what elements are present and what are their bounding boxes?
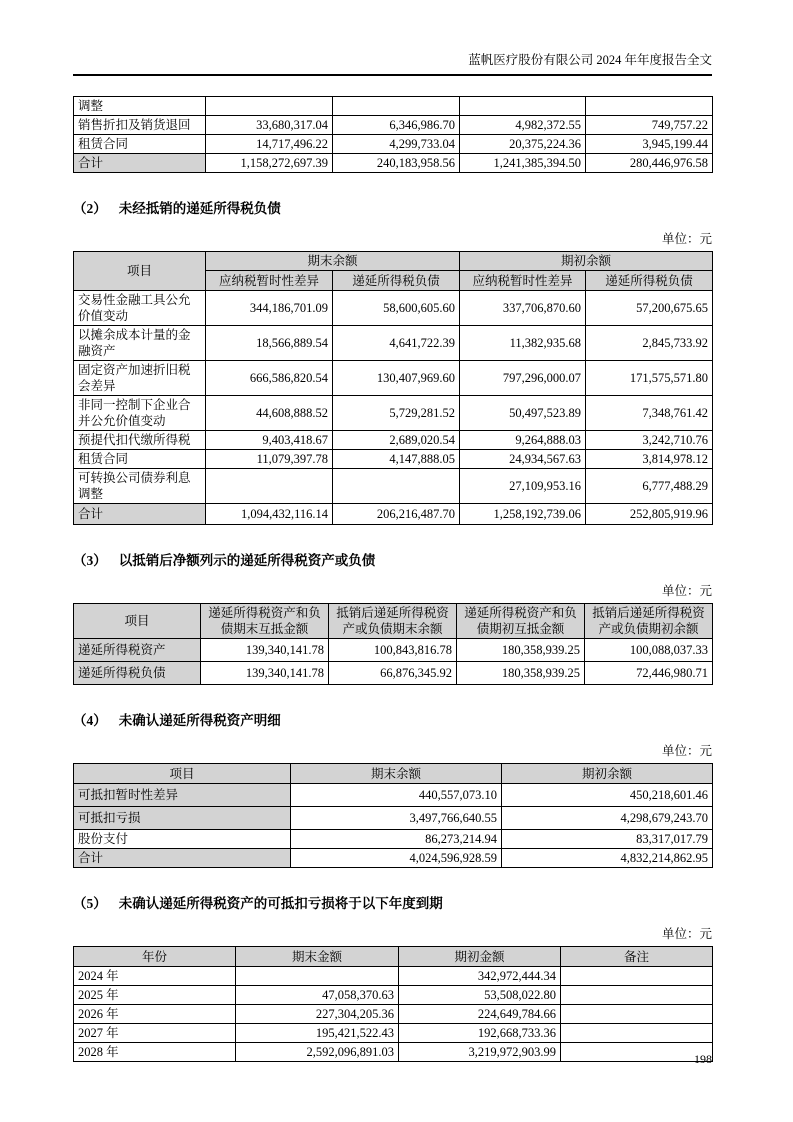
value-cell: 3,242,710.76 [586,431,713,450]
unrecognized-deferred-tax-assets-table [73,763,713,868]
table-row [74,1024,713,1043]
value-cell: 6,777,488.29 [586,469,713,504]
row-label-cell: 租赁合同 [74,135,206,154]
row-label-cell: 2028 年 [74,1043,236,1062]
value-cell: 4,299,733.04 [333,135,460,154]
value-cell: 33,680,317.04 [206,116,333,135]
value-cell: 4,832,214,862.95 [502,849,713,868]
value-cell: 344,186,701.09 [206,291,333,326]
value-cell: 171,575,571.80 [586,361,713,396]
column-header: 递延所得税负债 [333,271,460,291]
heading-number: （4） [73,713,107,728]
row-label-cell: 可抵扣亏损 [74,807,291,830]
section-heading [73,709,712,729]
value-cell: 50,497,523.89 [460,396,586,431]
value-cell: 4,641,722.39 [333,326,460,361]
value-cell: 9,264,888.03 [460,431,586,450]
value-cell: 3,945,199.44 [586,135,713,154]
value-cell: 9,403,418.67 [206,431,333,450]
value-cell [561,1005,713,1024]
value-cell: 4,982,372.55 [460,116,586,135]
value-cell: 180,358,939.25 [457,639,585,662]
row-label-cell: 固定资产加速折旧税会差异 [74,361,206,396]
value-cell: 1,158,272,697.39 [206,154,333,173]
value-cell: 252,805,919.96 [586,504,713,525]
column-header: 期初金额 [399,947,561,967]
value-cell: 4,147,888.05 [333,450,460,469]
row-label-cell: 递延所得税负债 [74,662,201,685]
value-cell [586,97,713,116]
table-row [74,849,713,868]
row-label-cell: 可转换公司债券利息调整 [74,469,206,504]
value-cell: 450,218,601.46 [502,784,713,807]
value-cell: 1,241,385,394.50 [460,154,586,173]
value-cell [561,1043,713,1062]
value-cell: 24,934,567.63 [460,450,586,469]
row-label-cell: 租赁合同 [74,450,206,469]
unit-label: 单位：元 [661,744,712,758]
heading-title: 未确认递延所得税资产的可抵扣亏损将于以下年度到期 [118,896,443,911]
value-cell: 18,566,889.54 [206,326,333,361]
value-cell: 5,729,281.52 [333,396,460,431]
table-row [74,830,713,849]
value-cell: 44,608,888.52 [206,396,333,431]
column-header: 期初余额 [460,252,713,271]
value-cell: 342,972,444.34 [399,967,561,986]
heading-number: （3） [73,553,107,568]
column-header: 项目 [74,764,291,784]
value-cell: 53,508,022.80 [399,986,561,1005]
value-cell: 100,088,037.33 [585,639,713,662]
value-cell [206,97,333,116]
row-label-cell: 销售折扣及销货退回 [74,116,206,135]
table-row [74,1005,713,1024]
column-header: 期末余额 [206,252,460,271]
value-cell: 3,497,766,640.55 [291,807,502,830]
value-cell: 337,706,870.60 [460,291,586,326]
table-row [74,154,713,173]
table-row [74,504,713,525]
column-header: 递延所得税负债 [586,271,713,291]
value-cell: 20,375,224.36 [460,135,586,154]
table-row [74,807,713,830]
value-cell: 4,298,679,243.70 [502,807,713,830]
row-label-cell: 股份支付 [74,830,291,849]
row-label-cell: 非同一控制下企业合并公允价值变动 [74,396,206,431]
value-cell [236,967,399,986]
value-cell: 440,557,073.10 [291,784,502,807]
unit-label: 单位：元 [661,232,712,246]
value-cell: 139,340,141.78 [201,639,329,662]
value-cell: 83,317,017.79 [502,830,713,849]
column-header: 年份 [74,947,236,967]
page-number: 198 [694,1052,712,1066]
table-row [74,431,713,450]
row-label-cell: 合计 [74,154,206,173]
section-heading [73,197,712,217]
row-label-cell: 递延所得税资产 [74,639,201,662]
value-cell [561,1024,713,1043]
value-cell: 139,340,141.78 [201,662,329,685]
value-cell [206,469,333,504]
heading-title: 以抵销后净额列示的递延所得税资产或负债 [118,553,376,568]
heading-number: （5） [73,896,107,911]
unoffset-deferred-tax-liabilities-table [73,251,713,525]
value-cell: 7,348,761.42 [586,396,713,431]
value-cell: 66,876,345.92 [329,662,457,685]
value-cell: 749,757.22 [586,116,713,135]
table-row [74,784,713,807]
value-cell: 86,273,214.94 [291,830,502,849]
table-row [74,450,713,469]
value-cell: 280,446,976.58 [586,154,713,173]
value-cell: 1,258,192,739.06 [460,504,586,525]
value-cell: 72,446,980.71 [585,662,713,685]
value-cell: 240,183,958.56 [333,154,460,173]
section-4 [73,709,712,868]
value-cell: 4,024,596,928.59 [291,849,502,868]
column-header: 期初余额 [502,764,713,784]
row-label-cell: 可抵扣暂时性差异 [74,784,291,807]
table-row [74,291,713,326]
value-cell: 11,079,397.78 [206,450,333,469]
table-row [74,1043,713,1062]
row-label-cell: 2024 年 [74,967,236,986]
section-3 [73,549,712,685]
unit-label: 单位：元 [661,584,712,598]
column-header: 抵销后递延所得税资产或负债期初余额 [585,604,713,639]
section-heading [73,892,712,912]
heading-title: 未经抵销的递延所得税负债 [118,201,281,216]
value-cell: 180,358,939.25 [457,662,585,685]
net-deferred-tax-table [73,603,713,685]
table-row [74,967,713,986]
value-cell: 3,219,972,903.99 [399,1043,561,1062]
table-row [74,396,713,431]
row-label-cell: 合计 [74,504,206,525]
value-cell [333,97,460,116]
table-row [74,135,713,154]
row-label-cell: 以摊余成本计量的金融资产 [74,326,206,361]
row-label-cell: 2026 年 [74,1005,236,1024]
value-cell: 1,094,432,116.14 [206,504,333,525]
table-row [74,469,713,504]
value-cell: 100,843,816.78 [329,639,457,662]
table-row [74,361,713,396]
row-label-cell: 调整 [74,97,206,116]
value-cell: 14,717,496.22 [206,135,333,154]
table-row [74,662,713,685]
column-header: 应纳税暂时性差异 [206,271,333,291]
value-cell: 224,649,784.66 [399,1005,561,1024]
column-header: 递延所得税资产和负债期初互抵金额 [457,604,585,639]
deductible-losses-expiry-table [73,946,713,1062]
value-cell: 797,296,000.07 [460,361,586,396]
column-header: 递延所得税资产和负债期末互抵金额 [201,604,329,639]
value-cell: 6,346,986.70 [333,116,460,135]
heading-number: （2） [73,201,107,216]
table-row [74,97,713,116]
column-header: 备注 [561,947,713,967]
adjustment-continuation-table [73,96,713,173]
value-cell: 57,200,675.65 [586,291,713,326]
section-5 [73,892,712,1062]
column-header: 抵销后递延所得税资产或负债期末余额 [329,604,457,639]
value-cell: 2,592,096,891.03 [236,1043,399,1062]
value-cell: 58,600,605.60 [333,291,460,326]
heading-title: 未确认递延所得税资产明细 [118,713,281,728]
row-label-cell: 2025 年 [74,986,236,1005]
table-row [74,639,713,662]
value-cell: 195,421,522.43 [236,1024,399,1043]
column-header: 期末余额 [291,764,502,784]
value-cell: 206,216,487.70 [333,504,460,525]
value-cell: 3,814,978.12 [586,450,713,469]
row-label-cell: 2027 年 [74,1024,236,1043]
unit-label: 单位：元 [661,927,712,941]
table-row [74,116,713,135]
table-row [74,986,713,1005]
value-cell: 11,382,935.68 [460,326,586,361]
value-cell: 130,407,969.60 [333,361,460,396]
column-header: 项目 [74,604,201,639]
value-cell: 2,689,020.54 [333,431,460,450]
section-2 [73,197,712,525]
value-cell: 47,058,370.63 [236,986,399,1005]
table-row [74,326,713,361]
row-label-cell: 交易性金融工具公允价值变动 [74,291,206,326]
value-cell: 227,304,205.36 [236,1005,399,1024]
column-header: 应纳税暂时性差异 [460,271,586,291]
value-cell [460,97,586,116]
section-heading [73,549,712,569]
value-cell: 192,668,733.36 [399,1024,561,1043]
row-label-cell: 预提代扣代缴所得税 [74,431,206,450]
row-label-cell: 合计 [74,849,291,868]
value-cell: 27,109,953.16 [460,469,586,504]
value-cell [561,986,713,1005]
doc-header [73,50,712,76]
doc-title: 蓝帆医疗股份有限公司 2024 年年度报告全文 [468,53,712,67]
column-header: 期末金额 [236,947,399,967]
column-header: 项目 [74,252,206,291]
value-cell: 666,586,820.54 [206,361,333,396]
value-cell [561,967,713,986]
value-cell [333,469,460,504]
value-cell: 2,845,733.92 [586,326,713,361]
